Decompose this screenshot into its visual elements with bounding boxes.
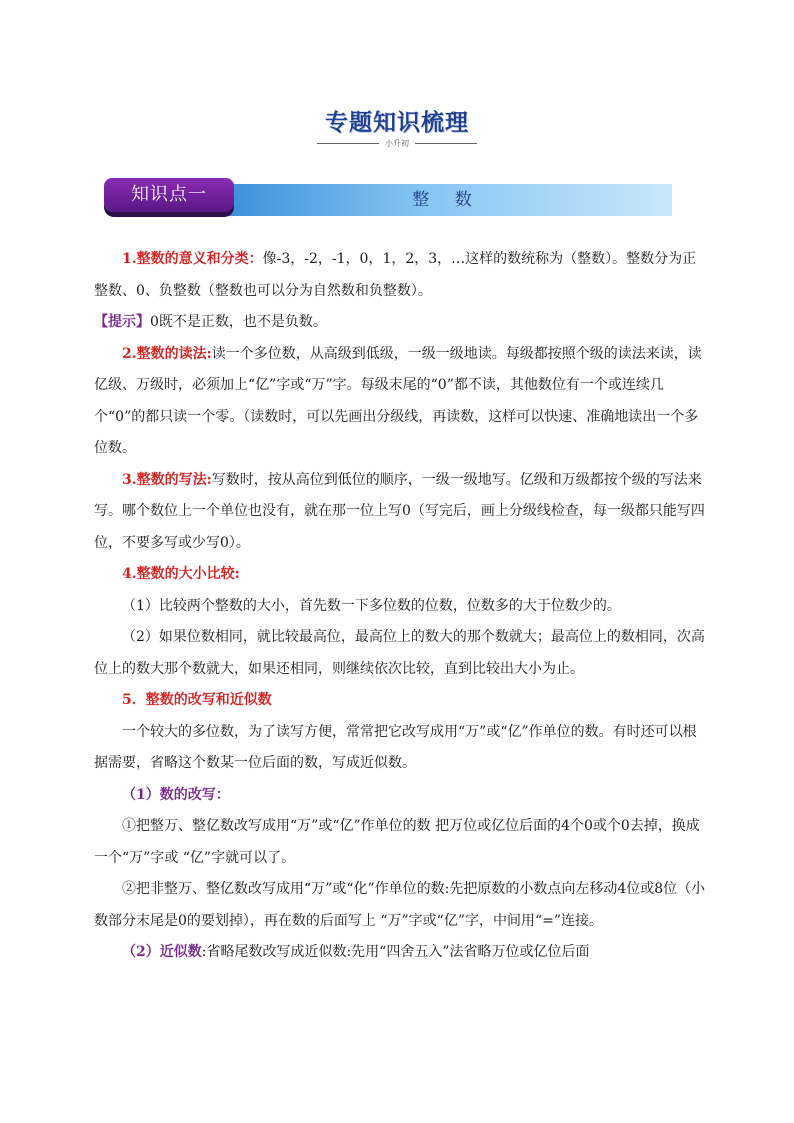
- section-4-item-2: （2）如果位数相同，就比较最高位，最高位上的数大的那个数就大；最高位上的数相同，次高位上的数大那个数就大，如果还相同，则继续依次比较，直到比较出大小为止。: [94, 629, 705, 677]
- section-5-paragraph: [94, 685, 706, 717]
- banner-tab: 知识点一: [104, 178, 234, 212]
- tip-label: 【提示】: [94, 314, 150, 330]
- section-3-paragraph: [94, 465, 706, 560]
- section-2-paragraph: [94, 339, 706, 465]
- rule-2: ②把非整万、整亿数改写成用“万”或“化”作单位的数:先把原数的小数点向左移动4位或8位（小数部分末尾是0的要划掉），再在数的后面写上 “万”字或“亿”字，中间用“=”连接。: [94, 881, 706, 929]
- section-4-heading: 4.整数的大小比较:: [122, 566, 240, 582]
- section-3-body: 写数时，按从高位到低位的顺序，一级一级地写。亿级和万级都按个级的写法来写。哪个数位上一个单位也没有，就在那一位上写0（写完后，画上分级线检查，每一级都只能写四位，不要多写或少写0）。: [94, 471, 705, 551]
- section-1-paragraph: [94, 244, 706, 307]
- subsection-2-heading: 近似数: [159, 944, 202, 960]
- section-1-body: 像-3，-2，-1，0，1，2，3，…这样的数统称为（整数）。整数分为正整数、0、负整数（整数也可以分为自然数和负整数）。: [94, 251, 697, 299]
- section-5-body: 一个较大的多位数，为了读写方便，常常把它改写成用“万”或“亿”作单位的数。有时还可以根据需要，省略这个数某一位后面的数，写成近似数。: [94, 723, 697, 771]
- banner-title: 整 数: [412, 190, 482, 210]
- subsection-1-label: （1）数的改写：: [122, 786, 230, 803]
- divider-right: [415, 143, 477, 144]
- section-5-heading: 5．整数的改写和近似数: [122, 692, 272, 708]
- page-header: [0, 104, 794, 149]
- section-1-heading: 1.整数的意义和分类：: [122, 251, 263, 267]
- subsection-1-paragraph: [94, 780, 706, 812]
- header-subtitle-row: [317, 138, 477, 149]
- subsection-2-paragraph: [94, 937, 706, 969]
- section-2-heading: 2.整数的读法:: [122, 345, 212, 362]
- section-banner: [104, 178, 672, 222]
- document-body: [94, 244, 706, 969]
- section-4-item-1: （1）比较两个整数的大小，首先数一下多位数的位数，位数多的大于位数少的。: [122, 597, 621, 614]
- tip-paragraph: [94, 307, 706, 339]
- header-subtitle: 小升初: [385, 139, 409, 148]
- subsection-2-body: :省略尾数改写成近似数:先用“四舍五入”法省略万位或亿位后面: [201, 944, 590, 960]
- section-3-heading: 3.整数的写法:: [122, 471, 212, 488]
- header-title: 专题知识梳理: [325, 110, 469, 136]
- section-2-body: 读一个多位数，从高级到低级，一级一级地读。每级都按照个级的读法来读，读亿级、万级时，必须加上“亿”字或“万”字。每级末尾的“0”都不读，其他数位有一个或连续几个“0”的都只读一个零。（读数时，可以先画出分级线，再读数，这样可以快速、准确地读出一个多位数。: [94, 345, 702, 456]
- rule-1: ①把整万、整亿数改写成用“万”或“亿”作单位的数 把万位或亿位后面的4个0或个0去掉，换成一个“万”字或 “亿”字就可以了。: [94, 818, 700, 866]
- section-4-paragraph: [94, 559, 706, 591]
- divider-left: [317, 143, 379, 144]
- tip-text: 0既不是正数，也不是负数。: [150, 314, 327, 330]
- subsection-2-label: （2）: [122, 944, 160, 960]
